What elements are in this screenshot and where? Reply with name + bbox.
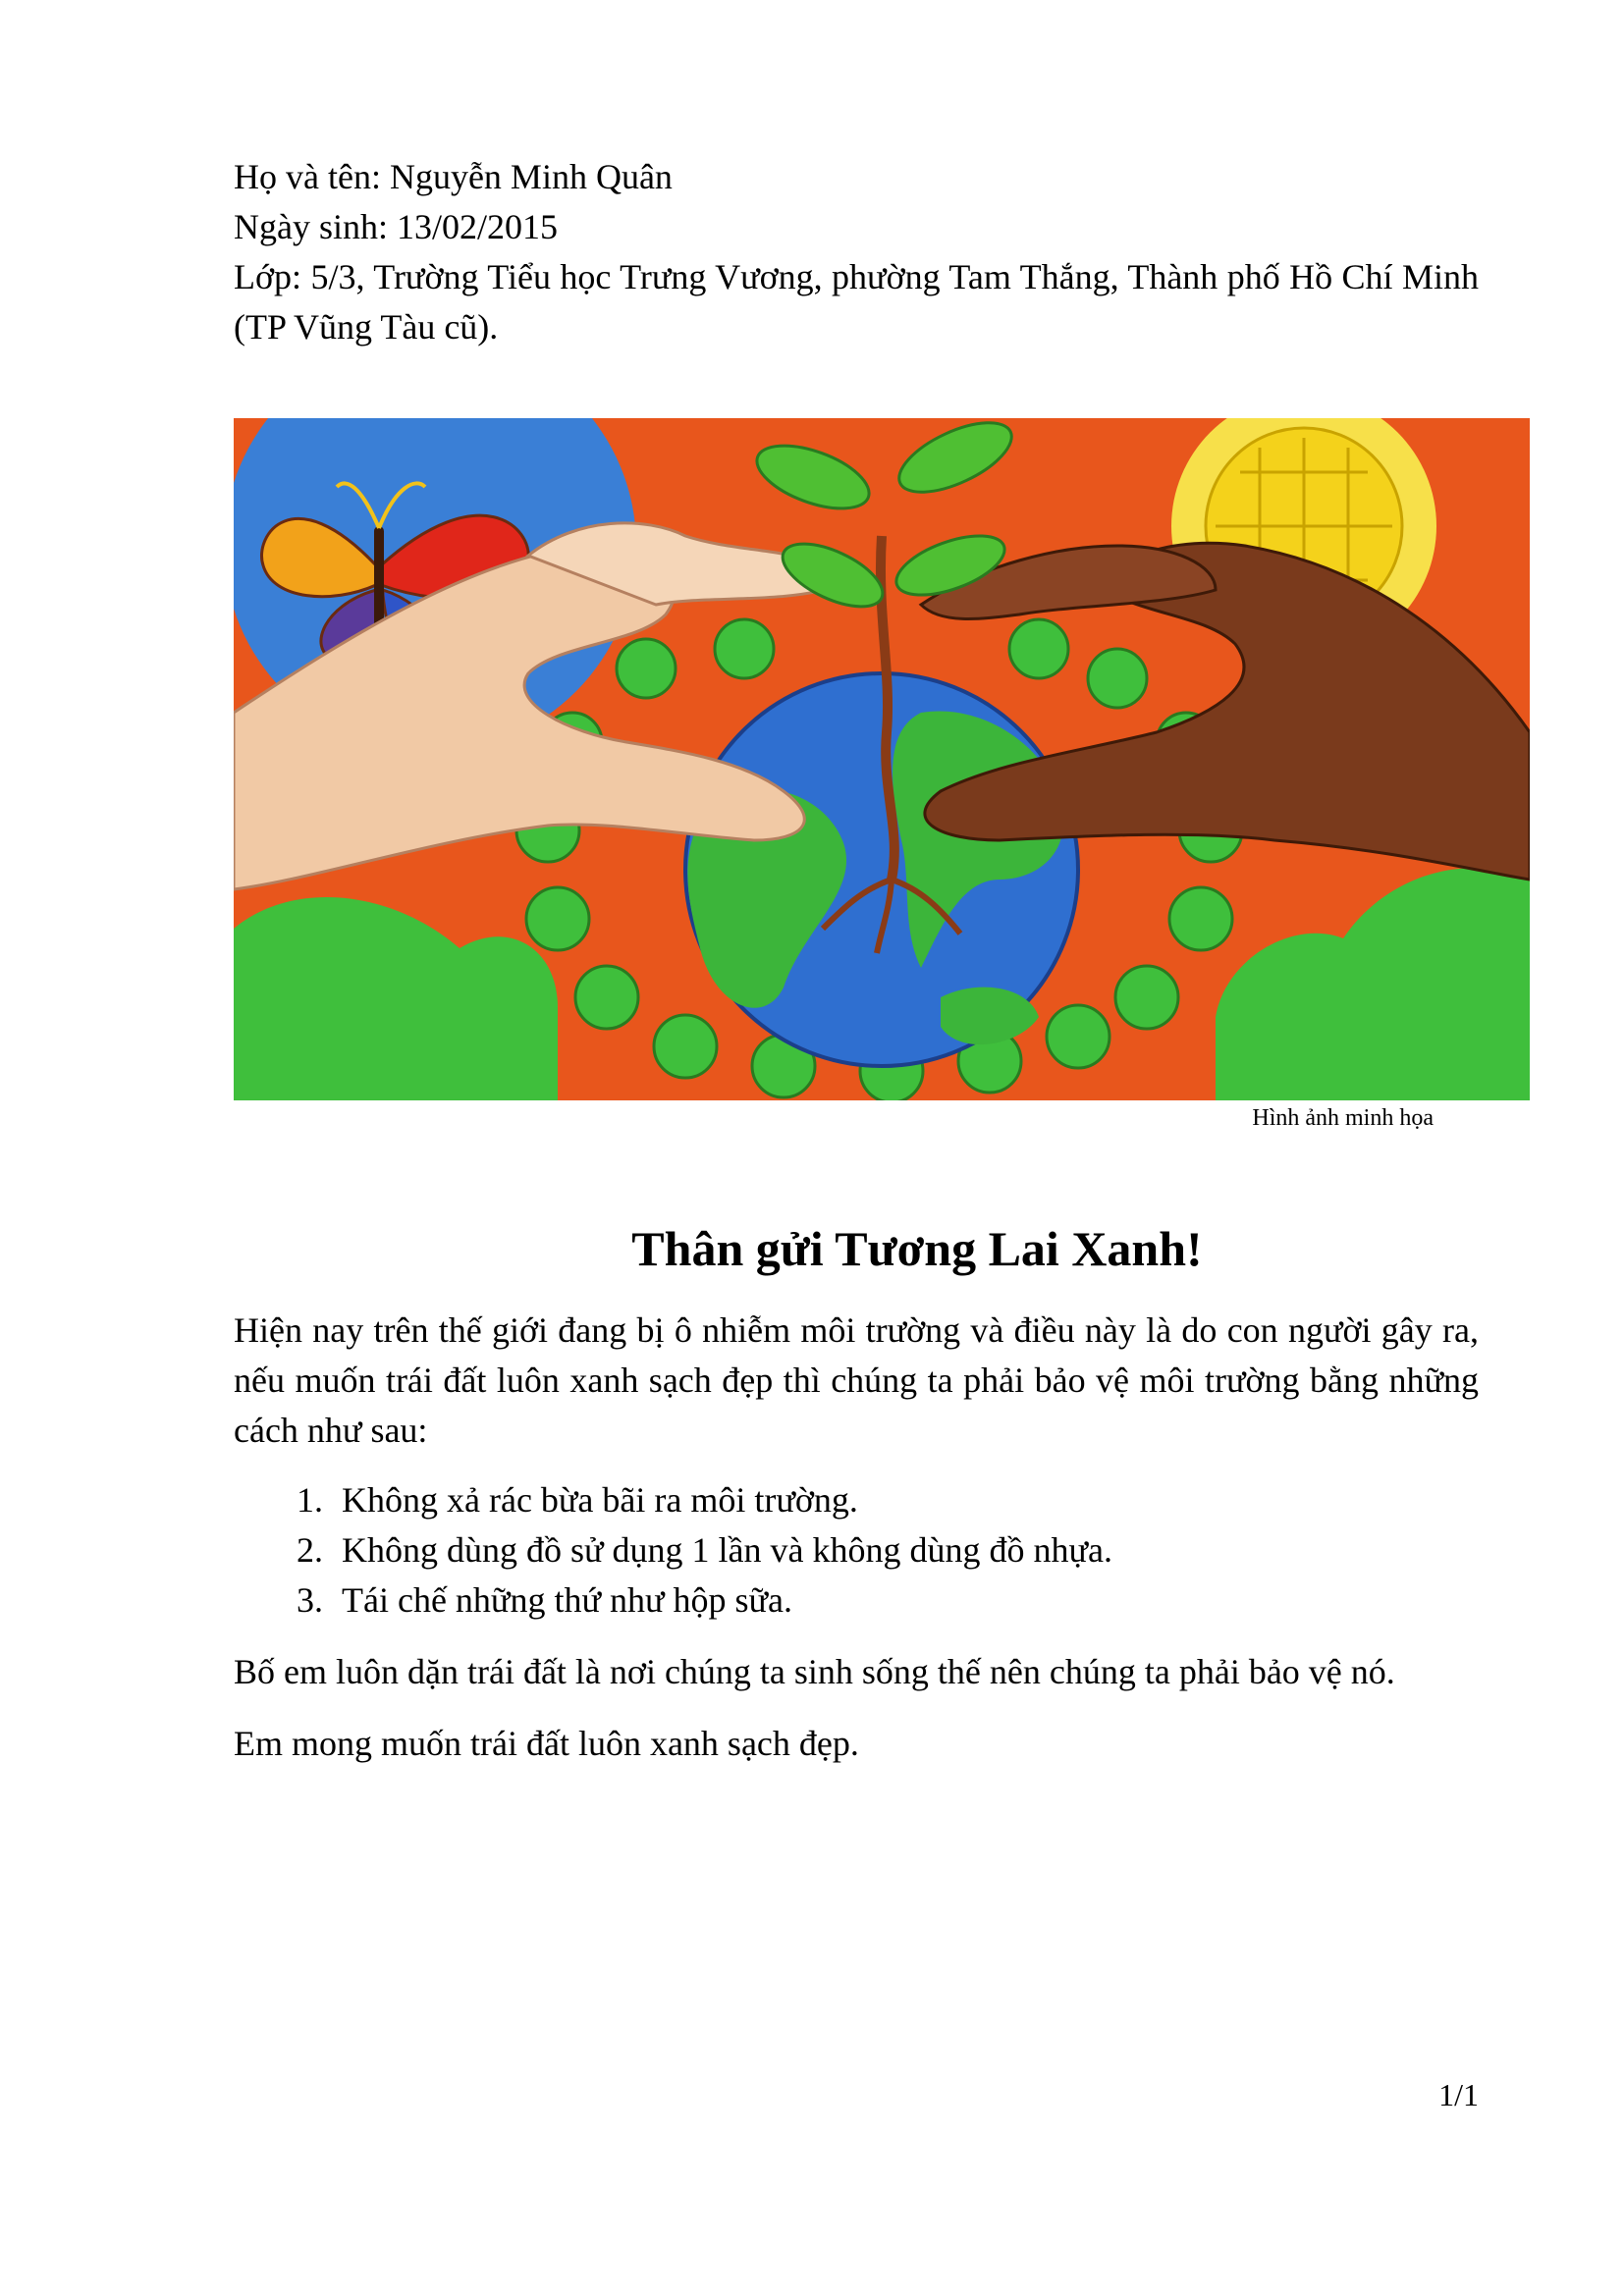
birth-date-line: Ngày sinh: 13/02/2015 bbox=[234, 207, 558, 246]
intro-paragraph: Hiện nay trên thế giới đang bị ô nhiễm môi trường và điều này là do con người gây ra, nếu muốn trái đất luôn xanh sạch đẹp thì chúng ta phải bảo vệ môi trường bằng những cách như sau: bbox=[234, 1310, 1479, 1450]
list-item: 2. Không dùng đồ sử dụng 1 lần và không dùng đồ nhựa. bbox=[332, 1525, 1479, 1575]
illustration-caption: Hình ảnh minh họa bbox=[1252, 1105, 1434, 1131]
hands-earth-painting bbox=[234, 418, 1530, 1100]
page-number: 1/1 bbox=[1438, 2077, 1479, 2112]
father-advice-paragraph: Bố em luôn dặn trái đất là nơi chúng ta sinh sống thế nên chúng ta phải bảo vệ nó. bbox=[234, 1652, 1395, 1691]
letter-body bbox=[234, 1306, 1479, 1769]
student-name-line: Họ và tên: Nguyễn Minh Quân bbox=[234, 157, 673, 196]
student-info bbox=[234, 152, 1479, 352]
wish-paragraph: Em mong muốn trái đất luôn xanh sạch đẹp. bbox=[234, 1724, 859, 1763]
environment-illustration bbox=[234, 418, 1530, 1100]
class-school-line: Lớp: 5/3, Trường Tiểu học Trưng Vương, phường Tam Thắng, Thành phố Hồ Chí Minh (TP Vũng Tàu cũ). bbox=[234, 257, 1479, 347]
list-item: 3. Tái chế những thứ như hộp sữa. bbox=[332, 1575, 1479, 1626]
letter-title: Thân gửi Tương Lai Xanh! bbox=[631, 1221, 1203, 1276]
list-item: 1. Không xả rác bừa bãi ra môi trường. bbox=[332, 1475, 1479, 1525]
actions-list bbox=[234, 1475, 1479, 1626]
